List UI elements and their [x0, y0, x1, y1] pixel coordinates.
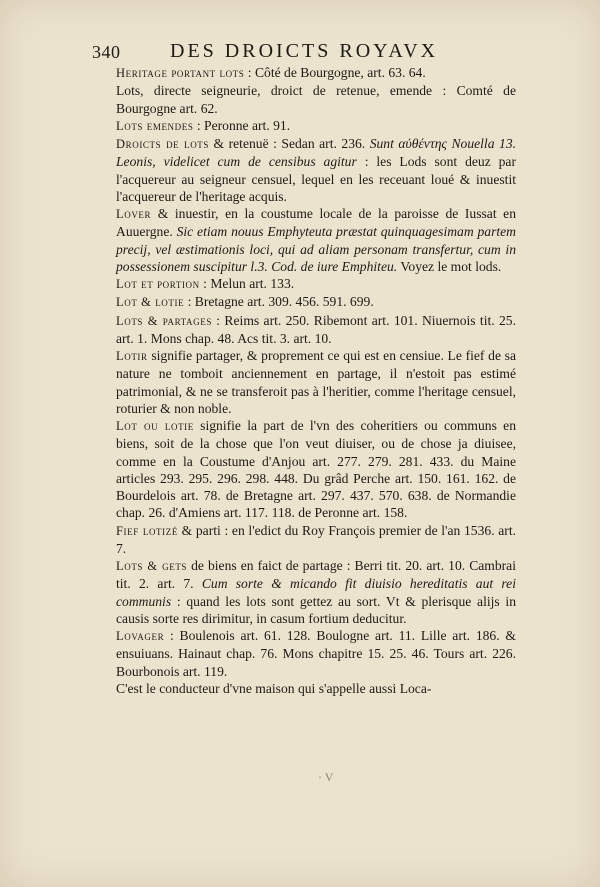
entry-text: de biens en faict de partage : Berri tit. 20. art. 10. Cambrai tit. 2. art. 7.: [116, 558, 516, 592]
entry-paragraph: [116, 117, 516, 135]
latin-citation: Sic etiam nouus Emphyteuta præstat quinquagesimam partem precij, vel æstimationis loci, qui ad aliam personam transfertur, cum in possessionem suscipitur l.3. Cod. de iure Emphiteu.: [116, 224, 516, 274]
entry-text: : Peronne art. 91.: [193, 117, 291, 133]
entry-text: : Melun art. 133.: [199, 276, 295, 291]
entry-headword: Lovager: [116, 629, 165, 643]
entry-text: Lots, directe seigneurie, droict de retenue, emende : Comté de Bourgogne art. 62.: [116, 83, 516, 116]
entry-paragraph: [116, 417, 516, 522]
latin-citation: Cum sorte & micando fit diuisio hereditatis aut rei communis: [116, 576, 516, 609]
entry-paragraph: [116, 275, 516, 293]
entry-headword: Droicts de lots: [116, 137, 210, 151]
entry-paragraph: [116, 64, 516, 82]
entry-paragraph: [116, 347, 516, 417]
body-text: [116, 64, 516, 697]
entry-text: & parti : en l'edict du Roy François premier de l'an 1536. art. 7.: [116, 522, 516, 556]
entry-text: signifie partager, & proprement ce qui est en censiue. Le fief de sa nature ne tomboit anciennement en partage, il n'estoit pas estimé patrimonial, & ne se transferoit pas à l'heritier, comme l'heritage censuel, roturier & non noble.: [116, 348, 516, 416]
entry-headword: Lot & lotie: [116, 295, 185, 310]
entry-headword: Lots & gets: [116, 559, 188, 573]
entry-headword: Lots & partages: [116, 313, 212, 328]
entry-headword: Fief lotizé: [116, 523, 178, 538]
entry-text: : Bretagne art. 309. 456. 591. 699.: [184, 294, 374, 310]
entry-headword: Lot et portion: [116, 277, 200, 291]
entry-paragraph: [116, 522, 516, 558]
entry-headword: Lover: [116, 207, 152, 221]
entry-paragraph: [116, 82, 516, 117]
running-title: DES DROICTS ROYAVX: [170, 40, 439, 62]
entry-text: : quand les lots sont gettez au sort. Vt & plerisque alijs in causis sorte res dirimitur, in casum fortium deducitur.: [116, 593, 516, 626]
entry-paragraph: [116, 205, 516, 275]
entry-text: signifie la part de l'vn des coheritiers ou communs en biens, soit de la chose que l'on veut diuiser, ou de chose ja diuisee, comme en la Coustume d'Anjou art. 277. 279. 281. 433. du Maine articles 293. 295. 296. 298. 448. Du grâd Perche art. 150. 161. 162. de Bourdelois art. 78. de Bretagne art. 297. 437. 570. 638. de Normandie chap. 26. d'Amiens art. 117. 118. de Peronne art. 158.: [116, 418, 516, 521]
entry-text: : Côté de Bourgogne, art. 63. 64.: [244, 65, 426, 80]
latin-citation: Sunt αὐθέντης Nouella 13. Leonis, videlicet cum de censibus agitur: [116, 136, 517, 170]
catchword: · V: [318, 770, 334, 784]
entry-paragraph: [116, 135, 516, 205]
entry-headword: Heritage portant lots: [116, 66, 245, 80]
page-number: 340: [92, 42, 121, 62]
entry-paragraph: [116, 680, 516, 697]
entry-text: & retenuë : Sedan art. 236.: [209, 136, 370, 151]
entry-headword: Lotir: [116, 349, 148, 363]
entry-text: & inuestir, en la coustume locale de la paroisse de Iussat en Auuergne.: [116, 206, 516, 240]
entry-text: C'est le conducteur d'vne maison qui s'appelle aussi Loca-: [116, 680, 432, 696]
entry-text: : Boulenois art. 61. 128. Boulogne art. 11. Lille art. 186. & ensuiuans. Hainaut chap. 76. Mons chapitre 15. 25. 46. Tours art. 226. Bourbonois art. 119.: [116, 628, 516, 679]
entry-text: Voyez le mot lods.: [397, 258, 502, 274]
entry-text: : les Lods sont deuz par l'acquereur au seigneur censuel, lequel en les receuant loué & inuestit l'acquereur de l'heritage acquis.: [116, 154, 516, 204]
entry-paragraph: [116, 293, 516, 311]
entry-headword: Lots emendes: [116, 118, 194, 133]
entry-paragraph: [116, 627, 516, 680]
entry-paragraph: [116, 312, 516, 348]
entry-headword: Lot ou lotie: [116, 419, 194, 433]
page-header: [88, 40, 518, 66]
entry-paragraph: [116, 557, 516, 627]
entry-text: : Reims art. 250. Ribemont art. 101. Niuernois tit. 25. art. 1. Mons chap. 48. Acs tit. 3. art. 10.: [116, 312, 516, 346]
